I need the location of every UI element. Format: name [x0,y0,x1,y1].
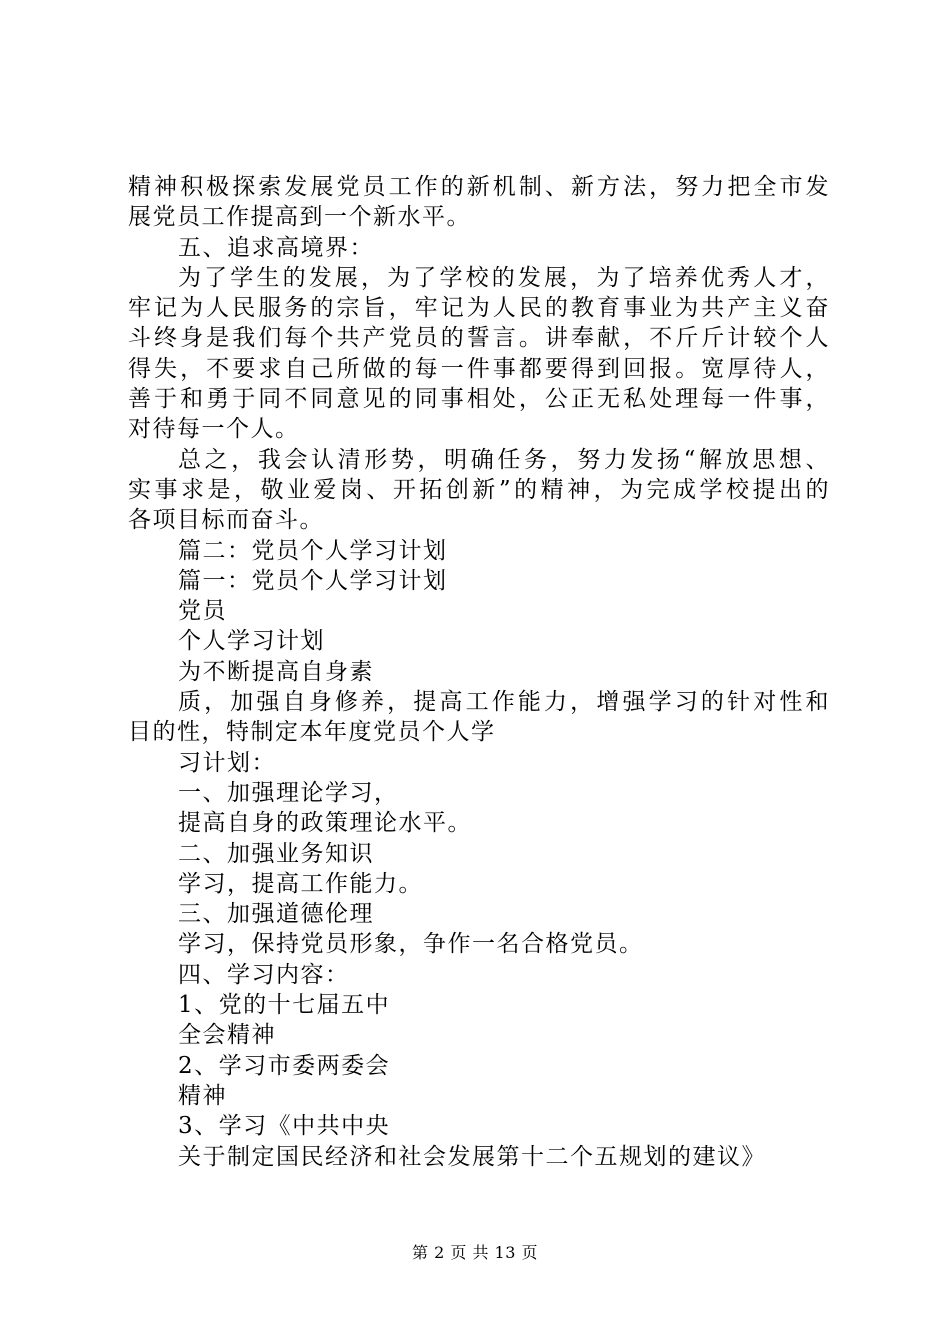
text-line: 对待每一个人。 [128,416,300,443]
page-number-label: 第 2 页 共 13 页 [412,1243,538,1262]
list-item: 三、加强道德伦理 [178,901,374,928]
text-line: 学习，保持党员形象，争作一名合格党员。 [178,931,644,958]
text-line: 全会精神 [178,1022,276,1049]
document-body [128,172,830,1172]
text-line: 总之，我会认清形势，明确任务，努力发扬“解放思想、 [178,446,830,473]
text-line: 牢记为人民服务的宗旨，牢记为人民的教育事业为共产主义奋 [128,295,830,322]
text-line: 得失，不要求自己所做的每一件事都要得到回报。宽厚待人， [128,355,830,382]
page-footer [0,1243,950,1263]
text-line: 为了学生的发展，为了学校的发展，为了培养优秀人才， [178,264,830,291]
text-line: 习计划： [178,749,276,776]
text-line: 精神 [178,1082,227,1109]
text-line: 善于和勇于同不同意见的同事相处，公正无私处理每一件事， [128,386,830,413]
text-line: 斗终身是我们每个共产党员的誓言。讲奉献，不斤斤计较个人 [128,325,830,352]
list-item: 2、学习市委两委会 [178,1052,391,1079]
text-line: 党员 [178,598,227,625]
list-item: 二、加强业务知识 [178,840,374,867]
section-heading: 篇一：党员个人学习计划 [178,567,448,594]
section-heading: 篇二：党员个人学习计划 [178,537,448,564]
text-line: 实事求是，敬业爱岗、开拓创新”的精神，为完成学校提出的 [128,476,830,503]
text-line: 学习，提高工作能力。 [178,870,423,897]
list-item: 四、学习内容： [178,961,350,988]
text-line: 提高自身的政策理论水平。 [178,810,472,837]
text-line: 个人学习计划 [178,628,325,655]
list-item: 一、加强理论学习， [178,779,399,806]
list-item: 3、学习《中共中央 [178,1113,391,1140]
text-line: 为不断提高自身素 [178,658,374,685]
list-item: 1、党的十七届五中 [178,992,391,1019]
text-line: 质，加强自身修养，提高工作能力，增强学习的针对性和 [178,689,830,716]
text-line: 关于制定国民经济和社会发展第十二个五规划的建议》 [178,1143,766,1170]
text-line: 目的性，特制定本年度党员个人学 [128,719,496,746]
section-heading: 五、追求高境界： [178,234,374,261]
text-line: 各项目标而奋斗。 [128,507,324,534]
text-line: 精神积极探索发展党员工作的新机制、新方法，努力把全市发 [128,174,830,200]
text-line: 展党员工作提高到一个新水平。 [128,204,471,231]
